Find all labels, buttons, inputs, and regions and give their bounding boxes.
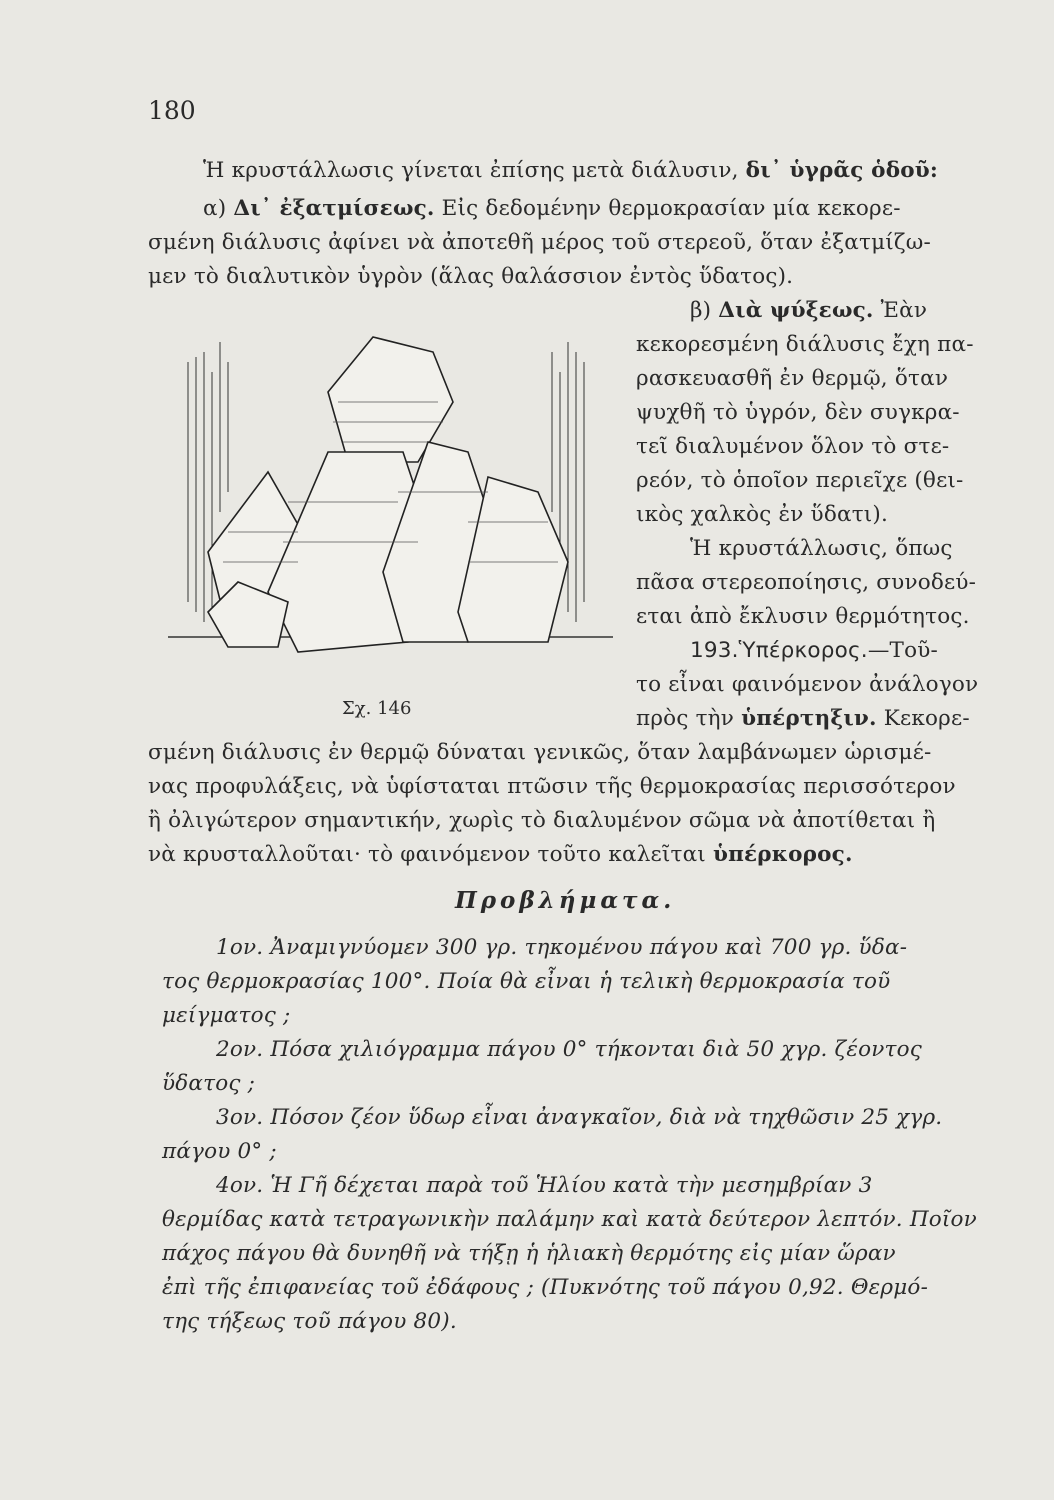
problem-4-line: 4ον. Ἡ Γῆ δέχεται παρὰ τοῦ Ἡλίου κατὰ τὴν μεσημβρίαν 3	[216, 1173, 873, 1198]
section-b-line: τεῖ διαλυμένον ὅλον τὸ στε-	[636, 434, 950, 459]
problem-1-line: 1ον. Ἀναμιγνύομεν 300 γρ. τηκομένου πάγου καὶ 700 γρ. ὕδα-	[216, 935, 908, 960]
section-193-line: νας προφυλάξεις, νὰ ὑφίσταται πτῶσιν τῆς θερμοκρασίας περισσότερον	[148, 774, 956, 799]
section-b-line: κεκορεσμένη διάλυσις ἔχη πα-	[636, 332, 974, 357]
section-b-line1: β) Διὰ ψύξεως. Ἐὰν	[690, 298, 928, 323]
section-b-line: ψυχθῆ τὸ ὑγρόν, δὲν συγκρα-	[636, 400, 960, 425]
section-193-last-line: νὰ κρυσταλλοῦται· τὸ φαινόμενον τοῦτο καλεῖται ὑπέρκορος.	[148, 842, 853, 867]
problem-3-line: πάγου 0° ;	[162, 1139, 277, 1164]
problem-2-line: 2ον. Πόσα χιλιόγραμμα πάγου 0° τήκονται διὰ 50 χγρ. ζέοντος	[216, 1037, 923, 1062]
section-b-line: πᾶσα στερεοποίησις, συνοδεύ-	[636, 570, 977, 595]
page-number: 180	[148, 96, 196, 125]
problem-3-line: 3ον. Πόσον ζέον ὕδωρ εἶναι ἀναγκαῖον, διὰ νὰ τηχθῶσιν 25 χγρ.	[216, 1105, 943, 1130]
figure-caption: Σχ. 146	[342, 698, 412, 719]
problem-4-line: ἐπὶ τῆς ἐπιφανείας τοῦ ἐδάφους ; (Πυκνότης τοῦ πάγου 0,92. Θερμό-	[162, 1275, 929, 1300]
problem-4-line: της τήξεως τοῦ πάγου 80).	[162, 1309, 457, 1334]
problem-1-line: μείγματος ;	[162, 1003, 291, 1028]
section-193-line: ἢ ὀλιγώτερον σημαντικήν, χωρὶς τὸ διαλυμένον σῶμα νὰ ἀποτίθεται ἢ	[148, 808, 936, 833]
section-193-line: σμένη διάλυσις ἐν θερμῷ δύναται γενικῶς, ὅταν λαμβάνωμεν ὡρισμέ-	[148, 740, 932, 765]
section-b-line: ρεόν, τὸ ὁποῖον περιεῖχε (θει-	[636, 468, 964, 493]
problem-4-line: πάχος πάγου θὰ δυνηθῆ νὰ τήξῃ ἡ ἡλιακὴ θερμότης εἰς μίαν ὥραν	[162, 1241, 896, 1266]
crystal-illustration	[168, 312, 613, 687]
section-b-line: ρασκευασθῆ ἐν θερμῷ, ὅταν	[636, 366, 949, 391]
section-b-line: εται ἀπὸ ἔκλυσιν θερμότητος.	[636, 604, 970, 629]
section-b-line: Ἡ κρυστάλλωσις, ὅπως	[690, 536, 953, 561]
section-193-line3: πρὸς τὴν ὑπέρτηξιν. Κεκορε-	[636, 706, 970, 731]
problems-heading: Προβλήματα.	[455, 887, 676, 914]
section-b-line: ικὸς χαλκὸς ἐν ὕδατι).	[636, 502, 889, 527]
problem-4-line: θερμίδας κατὰ τετραγωνικὴν παλάμην καὶ κατὰ δεύτερον λεπτόν. Ποῖον	[162, 1207, 977, 1232]
section-193-line2: το εἶναι φαινόμενον ἀνάλογον	[636, 672, 979, 697]
section-193-title-line: 193.Ὑπέρκορος.—Τοῦ-	[690, 638, 938, 663]
section-a-line2: σμένη διάλυσις ἀφίνει νὰ ἀποτεθῆ μέρος τοῦ στερεοῦ, ὅταν ἐξατμίζω-	[148, 230, 931, 255]
problem-1-line: τος θερμοκρασίας 100°. Ποία θὰ εἶναι ἡ τελικὴ θερμοκρασία τοῦ	[162, 969, 891, 994]
section-a-line1: α) Δι᾽ ἐξατμίσεως. Εἰς δεδομένην θερμοκρασίαν μία κεκορε-	[203, 196, 901, 221]
section-a-line3: μεν τὸ διαλυτικὸν ὑγρὸν (ἅλας θαλάσσιον ἐντὸς ὕδατος).	[148, 264, 794, 289]
problem-2-line: ὕδατος ;	[162, 1071, 256, 1096]
intro-line: Ἡ κρυστάλλωσις γίνεται ἐπίσης μετὰ διάλυσιν, δι᾽ ὑγρᾶς ὁδοῦ:	[203, 158, 939, 183]
